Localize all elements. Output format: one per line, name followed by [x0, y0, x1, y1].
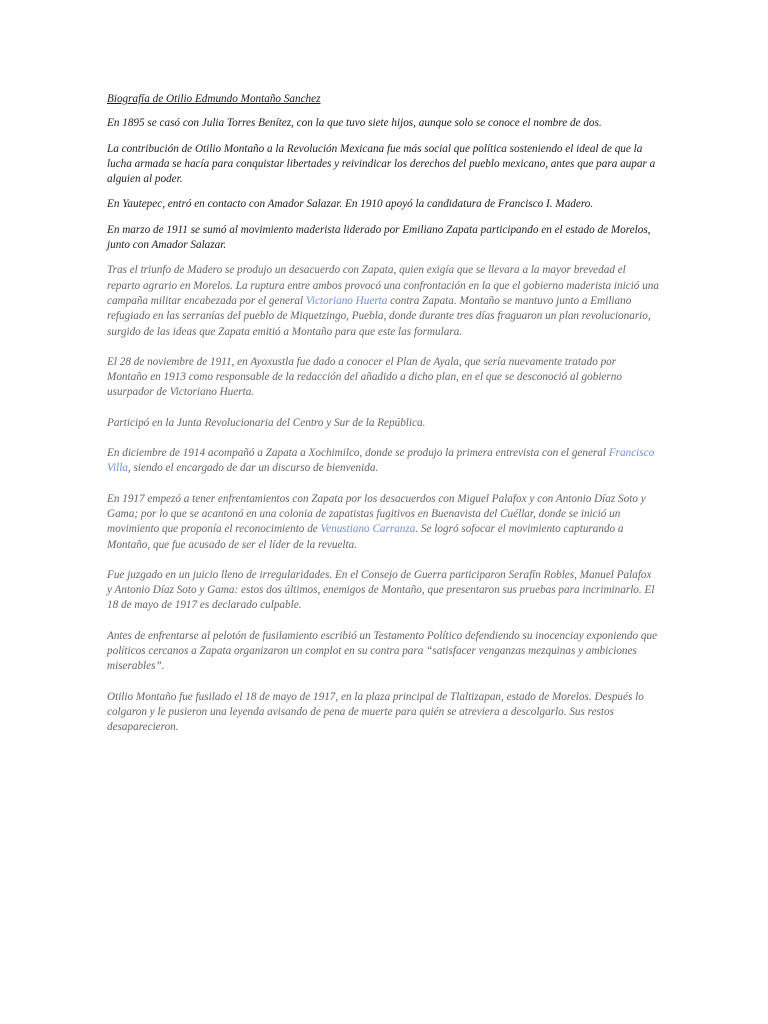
paragraph-text: , siendo el encargado de dar un discurso de bienvenida. [127, 462, 379, 475]
paragraph-plan-de-ayala: El 28 de noviembre de 1911, en Ayoxustla fue dado a conocer el Plan de Ayala, que sería nuevamente tratado por Montaño en 1913 como responsable de la redacción del añadido a dicho plan, en el que se desconoció al gobierno usurpador de Victoriano Huerta. [107, 355, 622, 399]
paragraph-maderista: En marzo de 1911 se sumó al movimiento maderista liderado por Emiliano Zapata participando en el estado de Morelos, junto con Amador Salazar. [107, 223, 651, 252]
paragraph-text: En 1917 empezó a tener enfrentamientos con Zapata por los desacuerdos con Miguel Palafox y con Antonio Díaz Soto y Gama; por lo que se acantonó en una colonia de zapatistas fugitivos en Buenavista del Cuéllar, donde se inició un movimiento que proponía el reconocimiento de [107, 492, 646, 536]
paragraph-text: . Se logró sofocar el movimiento capturando a Montaño, que fue acusado de ser el líder de la revuelta. [107, 523, 624, 551]
paragraph-contribution: La contribución de Otilio Montaño a la Revolución Mexicana fue más social que política sosteniendo el ideal de que la lucha armada se hacía para conquistar libertades y reivindicar los derechos del pueblo mexicano, antes que para aupar a alguien al poder. [107, 142, 656, 186]
paragraph-execution: Otilio Montaño fue fusilado el 18 de mayo de 1917, en la plaza principal de Tlaltizapan, estado de Morelos. Después lo colgaron y le pusieron una leyenda avisando de pena de muerte para quién se atreviera a descolgarlo. Sus restos desaparecieron. [107, 690, 644, 734]
link-venustiano-carranza[interactable]: Venustiano Carranza [320, 523, 416, 536]
document-body [107, 92, 659, 751]
paragraph-junta: Participó en la Junta Revolucionaria del Centro y Sur de la República. [107, 416, 426, 429]
paragraph-trial: Fue juzgado en un juicio lleno de irregularidades. En el Consejo de Guerra participaron Serafín Robles, Manuel Palafox y Antonio Díaz Soto y Gama: estos dos últimos, enemigos de Montaño, que presentaron sus pruebas para incriminarlo. El 18 de mayo de 1917 es declarado culpable. [107, 568, 655, 612]
paragraph-1917-conflict [107, 492, 659, 553]
paragraph-rupture [107, 263, 659, 339]
paragraph-xochimilco [107, 446, 659, 477]
paragraph-text: contra Zapata. Montaño se mantuvo junto a Emiliano refugiado en las serranías del pueblo de Miquetzingo, Puebla, donde durante tres días fraguaron un plan revolucionario, surgido de las ideas que Zapata emitió a Montaño para que este las formulara. [107, 294, 651, 338]
paragraph-marriage: En 1895 se casó con Julia Torres Benítez, con la que tuvo siete hijos, aunque solo se conoce el nombre de dos. [107, 117, 602, 130]
document-title: Biografía de Otilio Edmundo Montaño Sanchez [107, 93, 321, 105]
link-victoriano-huerta[interactable]: Victoriano Huerta [305, 294, 388, 307]
paragraph-yautepec: En Yautepec, entró en contacto con Amador Salazar. En 1910 apoyó la candidatura de Francisco I. Madero. [107, 198, 594, 211]
link-francisco-villa[interactable]: Francisco Villa [107, 447, 655, 475]
paragraph-text: Tras el triunfo de Madero se produjo un desacuerdo con Zapata, quien exigía que se llevara a la mayor brevedad el reparto agrario en Morelos. La ruptura entre ambos provocó una confrontación en la que el gobierno maderista inició una campaña militar encabezada por el general [107, 264, 659, 307]
paragraph-testament: Antes de enfrentarse al pelotón de fusilamiento escribió un Testamento Político defendiendo su inocenciay exponiendo que políticos cercanos a Zapata organizaron un complot en su contra para “satisfacer venganzas mezquinas y ambiciones miserables”. [107, 629, 658, 673]
paragraph-text: En diciembre de 1914 acompañó a Zapata a Xochimilco, donde se produjo la primera entrevista con el general [107, 447, 609, 460]
